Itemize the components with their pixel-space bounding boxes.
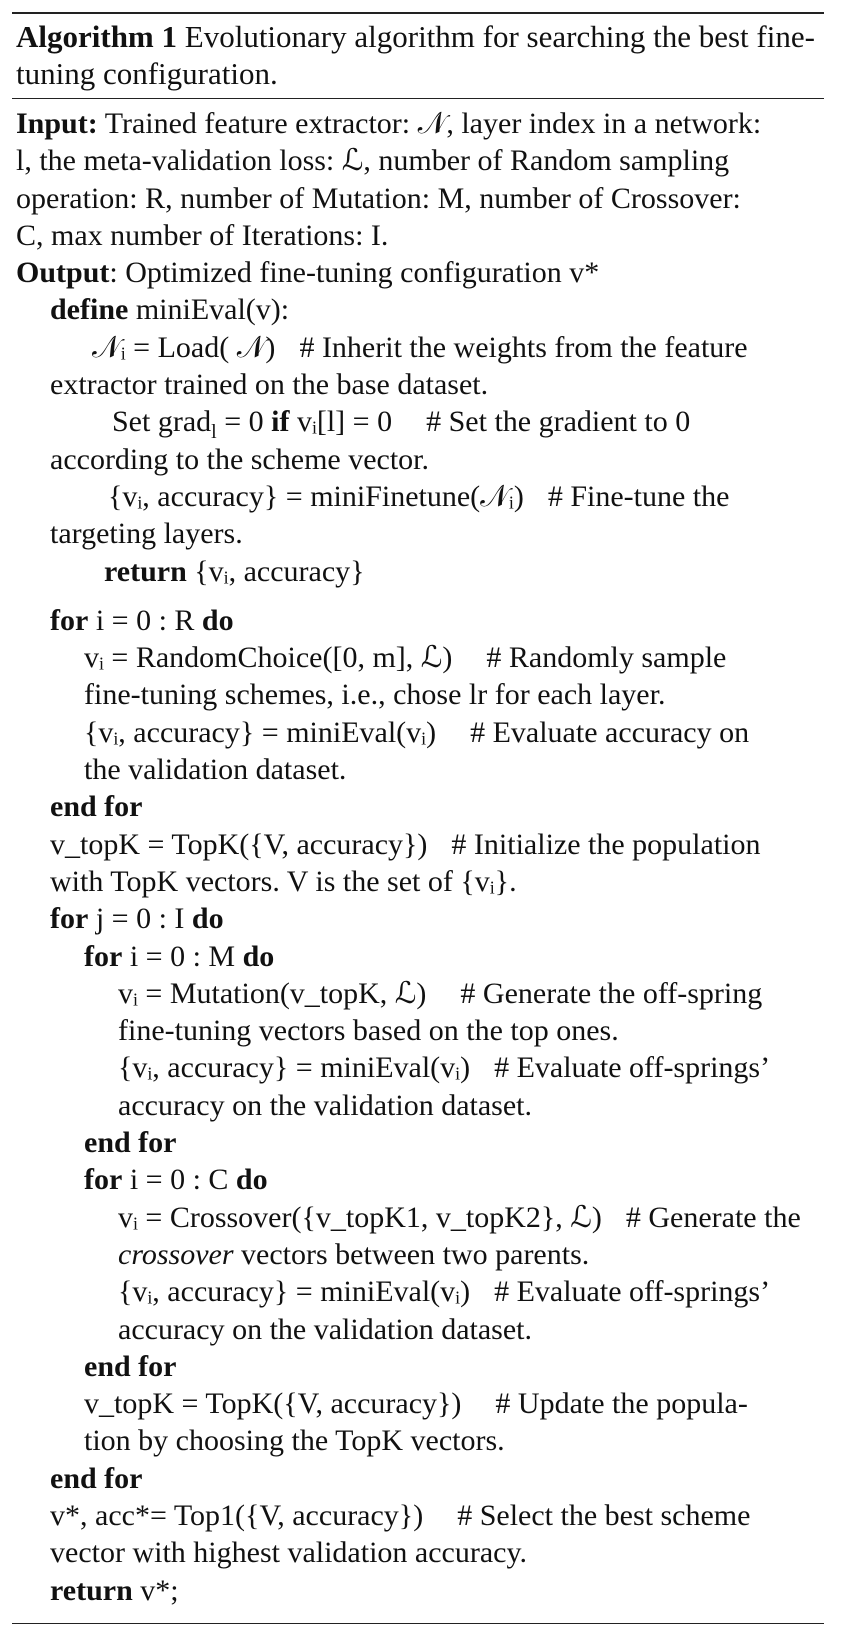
topk2-line [16, 1385, 820, 1422]
eval1-comment: # Evaluate accuracy on [470, 715, 750, 749]
load-cont-text: extractor trained on the base dataset. [50, 368, 489, 402]
load-line [16, 329, 820, 366]
caption-label: Algorithm 1 [16, 19, 178, 54]
eval3-line [16, 1273, 820, 1310]
top1-cont-text: vector with highest validation accuracy. [50, 1536, 528, 1570]
return-keyword-2: return [50, 1573, 133, 1607]
return-keyword-1: return [104, 554, 187, 588]
input-line-2 [16, 142, 820, 179]
bottom-rule [12, 1623, 824, 1624]
eval1-code: {vᵢ, accuracy} = miniEval(vᵢ) [84, 715, 437, 749]
end-for-keyword-1: end for [50, 790, 143, 824]
for-j-text: j = 0 : I [88, 902, 192, 936]
setgrad-line: Set grad$_l$ = 0 if vᵢ[l] = 0 # Set the gradient to 0 [112, 405, 691, 444]
input-line-1 [16, 105, 820, 142]
load-comment: # Inherit the weights from the feature [299, 330, 748, 364]
input-text-2: l, the meta-validation loss: ℒ, number of Random sampling [16, 144, 730, 178]
topk1-cont [16, 863, 820, 900]
do-keyword: do [201, 603, 234, 637]
for-keyword-c: for [84, 1163, 123, 1197]
eval2-code: {vᵢ, accuracy} = miniEval(vᵢ) [118, 1051, 471, 1085]
eval2-cont-text: accuracy on the validation dataset. [118, 1088, 532, 1122]
for-c-text: i = 0 : C [122, 1163, 236, 1197]
for-m-line [16, 938, 820, 975]
topk1-cont-text: with TopK vectors. V is the set of {vᵢ}. [50, 864, 517, 898]
eval3-cont-text: accuracy on the validation dataset. [118, 1312, 532, 1346]
finetune-line [16, 478, 820, 515]
top1-code: v*, acc*= Top1({V, accuracy}) [50, 1498, 424, 1532]
mutation-cont [16, 1012, 820, 1049]
define-line [16, 291, 820, 328]
crossover-cont [16, 1236, 820, 1273]
finetune-cont-text: targeting layers. [50, 517, 243, 551]
caption-title: Evolutionary algorithm for searching the best fine-tuning configuration. [16, 19, 815, 91]
top1-comment: # Select the best scheme [457, 1498, 751, 1532]
do-keyword-c: do [235, 1163, 268, 1197]
eval1-line [16, 714, 820, 751]
output-text: : Optimized fine-tuning configuration v* [109, 256, 600, 290]
mutation-cont-text: fine-tuning vectors based on the top ones. [118, 1014, 619, 1048]
algorithm-caption [12, 14, 824, 98]
algorithm-box [12, 12, 824, 1624]
finetune-cont [16, 515, 820, 552]
random-cont-text: fine-tuning schemes, i.e., chose lr for each layer. [84, 678, 666, 712]
eval1-cont [16, 751, 820, 788]
algorithm-body [12, 99, 824, 1613]
endfor4-line [16, 1460, 820, 1497]
eval3-cont [16, 1311, 820, 1348]
for-c-line [16, 1161, 820, 1198]
input-text-3: operation: R, number of Mutation: M, number of Crossover: [16, 181, 741, 215]
topk2-cont [16, 1422, 820, 1459]
crossover-italic: crossover [118, 1237, 234, 1271]
define-text: miniEval(v): [128, 293, 290, 327]
for-r-line [16, 602, 820, 639]
do-keyword-j: do [191, 902, 224, 936]
topk2-code: v_topK = TopK({V, accuracy}) [84, 1387, 462, 1421]
mutation-line [16, 975, 820, 1012]
load-code: 𝒩ᵢ = Load( 𝒩) [92, 330, 276, 364]
if-keyword: if [271, 405, 290, 439]
finetune-comment: # Fine-tune the [547, 479, 730, 513]
mutation-comment: # Generate the off-spring [460, 976, 763, 1010]
random-code: vᵢ = RandomChoice([0, m], ℒ) [84, 641, 453, 675]
random-comment: # Randomly sample [486, 641, 727, 675]
topk1-code: v_topK = TopK({V, accuracy}) [50, 827, 428, 861]
end-for-keyword-2: end for [84, 1126, 177, 1160]
output-label: Output [16, 256, 110, 290]
crossover-line [16, 1199, 820, 1236]
setgrad-cont-text: according to the scheme vector. [50, 442, 430, 476]
input-label: Input: [16, 107, 98, 140]
crossover-comment: # Generate the [625, 1200, 801, 1234]
setgrad-code-a: Set grad [112, 405, 212, 439]
endfor1-line [16, 788, 820, 825]
return1-line [16, 553, 820, 590]
end-for-keyword-4: end for [50, 1461, 143, 1495]
endfor3-line [16, 1348, 820, 1385]
input-text-1: Trained feature extractor: 𝒩, layer index in a network: [104, 107, 762, 140]
for-keyword-m: for [84, 939, 123, 973]
for-r-text: i = 0 : R [88, 603, 202, 637]
crossover-cont-text: vectors between two parents. [233, 1237, 590, 1271]
return2-line [16, 1572, 820, 1609]
eval3-comment: # Evaluate off-springs’ [494, 1275, 771, 1309]
setgrad-code-c: vᵢ[l] = 0 [289, 405, 393, 439]
for-keyword: for [50, 603, 89, 637]
random-line [16, 639, 820, 676]
topk1-comment: # Initialize the population [451, 827, 761, 861]
crossover-code: vᵢ = Crossover({v_topK1, v_topK2}, ℒ) [118, 1200, 602, 1234]
define-keyword: define [50, 293, 129, 327]
random-cont [16, 676, 820, 713]
eval2-comment: # Evaluate off-springs’ [494, 1051, 771, 1085]
setgrad-cont [16, 441, 820, 478]
output-line [16, 254, 820, 291]
eval2-line [16, 1049, 820, 1086]
topk2-cont-text: tion by choosing the TopK vectors. [84, 1424, 505, 1458]
topk2-comment: # Update the popula- [495, 1387, 748, 1421]
input-line-4 [16, 217, 820, 254]
endfor2-line [16, 1124, 820, 1161]
top1-cont [16, 1534, 820, 1571]
setgrad-code-b: = 0 [216, 405, 272, 439]
setgrad-comment: # Set the gradient to 0 [426, 405, 691, 439]
do-keyword-m: do [242, 939, 275, 973]
finetune-code: {vᵢ, accuracy} = miniFinetune(𝒩ᵢ) [108, 479, 524, 513]
for-keyword-j: for [50, 902, 89, 936]
for-j-line [16, 900, 820, 937]
for-m-text: i = 0 : M [122, 939, 243, 973]
topk1-line [16, 826, 820, 863]
mutation-code: vᵢ = Mutation(v_topK, ℒ) [118, 976, 427, 1010]
return2-text: v*; [132, 1573, 179, 1607]
eval1-cont-text: the validation dataset. [84, 753, 347, 787]
top1-line [16, 1497, 820, 1534]
end-for-keyword-3: end for [84, 1349, 177, 1383]
load-cont [16, 366, 820, 403]
eval2-cont [16, 1087, 820, 1124]
input-line-3 [16, 180, 820, 217]
input-text-4: C, max number of Iterations: I. [16, 218, 389, 252]
eval3-code: {vᵢ, accuracy} = miniEval(vᵢ) [118, 1275, 471, 1309]
return1-text: {vᵢ, accuracy} [186, 554, 365, 588]
